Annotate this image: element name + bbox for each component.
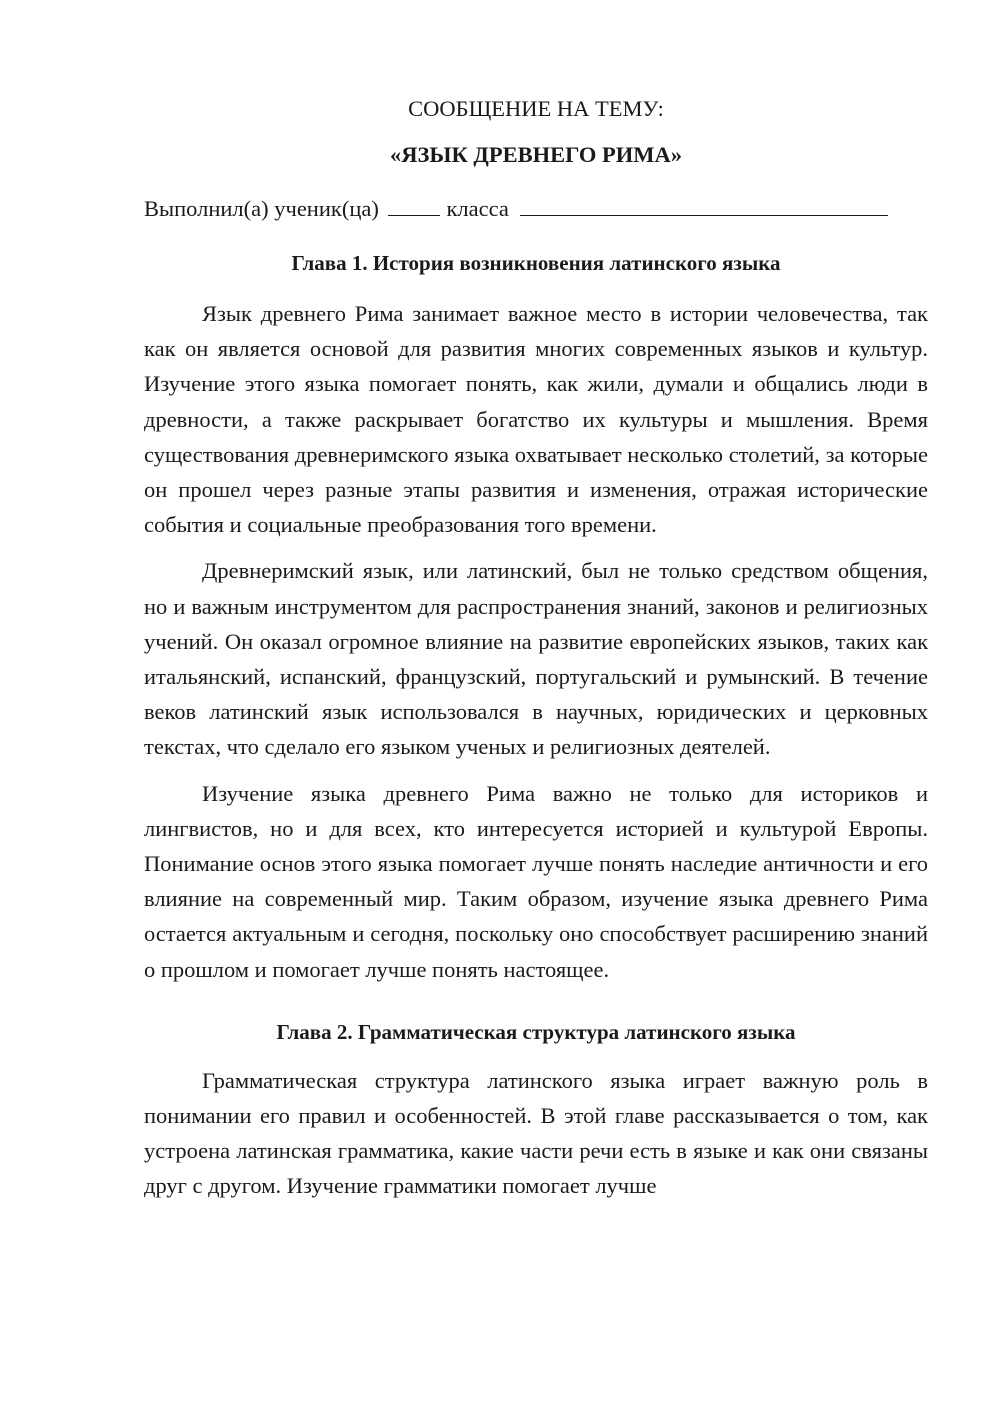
chapter-1-paragraph-2: Древнеримский язык, или латинский, был не только средством общения, но и важным инструментом для распространения знаний, законов и религиозных учений. Он оказал огромное влияние на развитие европейских языков, таких как итальянский, испанский, французский, португальский и румынский. В течение веков латинский язык использовался в научных, юридических и церковных текстах, что сделало его языком ученых и религиозных деятелей. <box>144 558 928 760</box>
author-prefix: Выполнил(а) ученик(ца) <box>144 196 379 221</box>
class-number-blank <box>388 193 440 216</box>
chapter-1-heading: Глава 1. История возникновения латинского языка <box>291 251 781 275</box>
chapter-2-paragraph-1: Грамматическая структура латинского языка играет важную роль в понимании его правил и особенностей. В этой главе рассказывается о том, как устроена латинская грамматика, какие части речи есть в языке и как они связаны друг с другом. Изучение грамматики помогает лучше <box>144 1067 928 1199</box>
student-name-blank <box>520 193 888 216</box>
chapter-1-paragraph-1: Язык древнего Рима занимает важное место в истории человечества, так как он является основой для развития многих современных языков и культур. Изучение этого языка помогает понять, как жили, думали и общались люди в древности, а также раскрывает богатство их культуры и мышления. Время существования древнеримского языка охватывает несколько столетий, за которые он прошел через разные этапы развития и изменения, отражая исторические события и социальные преобразования того времени. <box>144 301 928 538</box>
author-line <box>144 192 928 226</box>
document-page <box>144 92 928 1204</box>
document-title-line-1: СООБЩЕНИЕ НА ТЕМУ: <box>408 96 664 121</box>
chapter-1-paragraph-3: Изучение языка древнего Рима важно не только для историков и лингвистов, но и для всех, кто интересуется историей и культурой Европы. Понимание основ этого языка помогает лучше понять наследие античности и его влияние на современный мир. Таким образом, изучение языка древнего Рима остается актуальным и сегодня, поскольку оно способствует расширению знаний о прошлом и помогает лучше понять настоящее. <box>144 780 928 982</box>
chapter-2-heading: Глава 2. Грамматическая структура латинского языка <box>276 1019 796 1044</box>
class-label: класса <box>446 196 509 221</box>
document-title-line-2: «ЯЗЫК ДРЕВНЕГО РИМА» <box>389 142 683 167</box>
